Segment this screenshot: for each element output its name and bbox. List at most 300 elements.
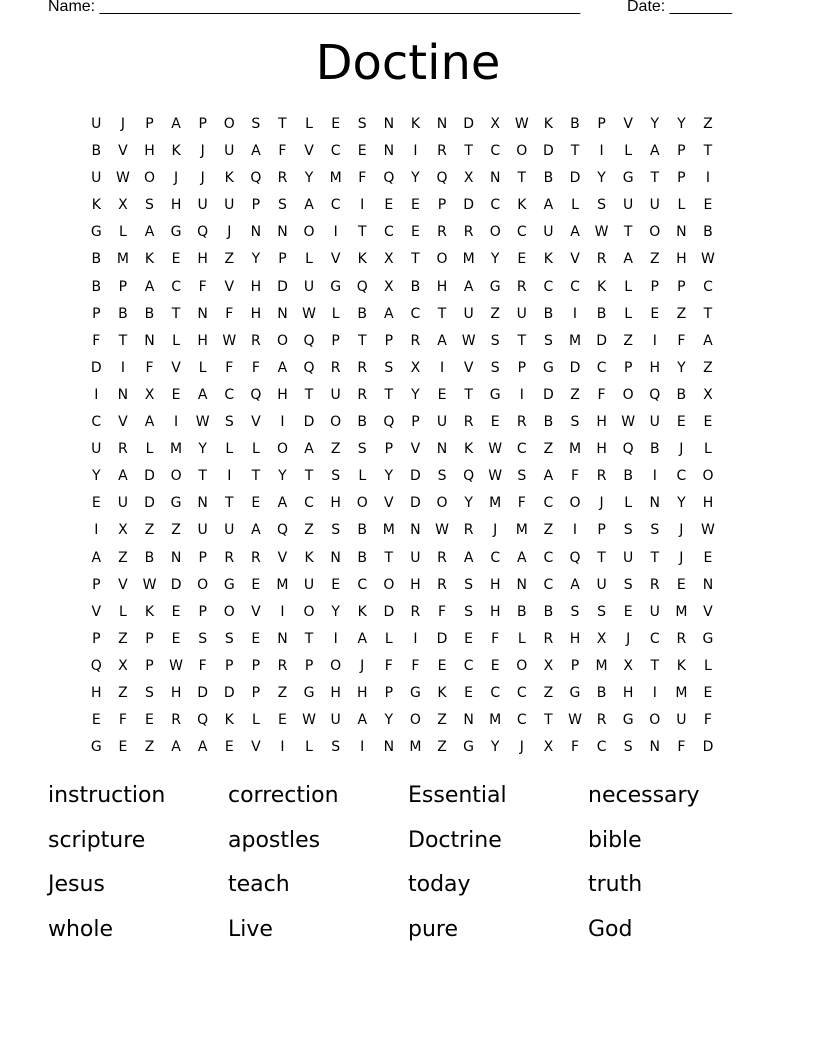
grid-letter: I [333, 630, 338, 647]
word-list-item: pure [408, 916, 459, 942]
grid-letter: K [144, 603, 155, 620]
grid-letter: T [304, 630, 314, 647]
grid-letter: U [516, 305, 527, 322]
grid-letter: N [197, 305, 208, 322]
grid-letter: B [543, 603, 554, 620]
grid-letter: L [251, 712, 260, 729]
grid-letter: Z [330, 441, 341, 458]
grid-letter: Z [144, 522, 155, 539]
grid-letter: V [118, 143, 128, 160]
grid-letter: R [463, 414, 474, 431]
grid-letter: S [331, 522, 341, 539]
grid-letter: X [118, 522, 128, 539]
grid-letter: W [222, 332, 237, 349]
grid-letter: L [305, 116, 313, 132]
grid-letter: B [91, 278, 102, 295]
grid-letter: U [224, 143, 235, 160]
grid-letter: M [595, 657, 608, 674]
grid-letter: L [305, 251, 313, 268]
grid-letter: E [357, 143, 367, 160]
grid-letter: L [118, 603, 127, 620]
word-list-item: apostles [228, 827, 321, 853]
grid-letter: W [142, 576, 157, 593]
grid-letter: B [144, 549, 155, 566]
grid-letter: B [118, 305, 128, 322]
grid-letter: F [570, 739, 580, 756]
grid-letter: J [200, 170, 205, 187]
grid-letter: N [277, 630, 288, 647]
grid-letter: G [303, 684, 315, 701]
grid-letter: D [90, 359, 102, 376]
grid-letter: E [410, 197, 420, 214]
grid-letter: Q [250, 170, 262, 187]
grid-letter: L [384, 630, 393, 647]
name-field-label: Name: ______________________________________________________ [48, 0, 581, 15]
grid-letter: I [652, 332, 657, 349]
grid-letter: O [489, 224, 501, 241]
grid-letter: D [410, 495, 421, 512]
grid-letter: Q [197, 712, 209, 729]
grid-letter: V [118, 576, 128, 593]
grid-letter: T [411, 251, 420, 268]
grid-letter: K [596, 278, 607, 295]
grid-letter: N [436, 116, 448, 132]
grid-letter: N [410, 522, 421, 539]
grid-letter: Y [278, 468, 287, 485]
grid-letter: A [171, 116, 181, 132]
grid-letter: C [649, 630, 660, 647]
grid-letter: O [649, 224, 661, 241]
word-list-row [48, 912, 768, 957]
grid-letter: Z [304, 522, 314, 539]
grid-letter: W [302, 305, 316, 322]
grid-letter: M [489, 712, 502, 729]
grid-letter: I [360, 197, 365, 214]
grid-letter: T [304, 468, 314, 485]
grid-letter: I [705, 170, 711, 187]
grid-letter: H [170, 197, 182, 214]
grid-letter: F [251, 359, 260, 376]
grid-letter: A [357, 712, 368, 729]
grid-letter: A [251, 522, 261, 539]
grid-letter: T [703, 143, 713, 160]
grid-letter: G [489, 278, 501, 295]
grid-letter: L [624, 495, 633, 512]
grid-letter: X [596, 630, 607, 647]
word-list-item: Live [228, 916, 273, 942]
grid-letter: A [543, 197, 554, 214]
grid-letter: X [118, 657, 128, 674]
grid-letter: S [331, 739, 341, 756]
grid-letter: S [623, 576, 633, 593]
grid-letter: S [384, 359, 394, 376]
grid-letter: P [92, 305, 101, 322]
grid-letter: U [649, 197, 660, 214]
grid-letter: A [304, 197, 314, 214]
grid-letter: I [280, 739, 285, 756]
grid-letter: F [677, 332, 686, 349]
grid-row [83, 653, 721, 680]
grid-letter: V [304, 143, 314, 160]
grid-letter: P [437, 197, 447, 214]
grid-letter: K [224, 712, 234, 729]
grid-letter: K [171, 143, 181, 160]
grid-letter: O [649, 712, 661, 729]
grid-letter: G [542, 359, 554, 376]
page-title: Doctine [315, 35, 501, 91]
grid-letter: K [91, 197, 101, 214]
grid-row [83, 680, 721, 707]
grid-letter: N [117, 386, 129, 403]
grid-letter: E [145, 712, 154, 729]
grid-letter: P [597, 522, 606, 539]
grid-letter: I [120, 359, 125, 376]
grid-letter: F [118, 712, 127, 729]
grid-letter: S [650, 522, 660, 539]
grid-letter: F [597, 386, 606, 403]
grid-letter: Z [623, 332, 633, 349]
grid-letter: G [330, 278, 342, 295]
grid-letter: Z [144, 739, 155, 756]
grid-letter: A [437, 332, 447, 349]
grid-letter: S [278, 197, 287, 214]
grid-letter: V [251, 739, 261, 756]
grid-letter: L [172, 332, 180, 349]
grid-letter: B [357, 522, 368, 539]
grid-letter: A [91, 549, 102, 566]
word-list-item: Essential [408, 783, 507, 808]
grid-letter: E [410, 224, 420, 241]
grid-letter: U [91, 116, 102, 132]
grid-letter: B [91, 143, 102, 160]
grid-letter: R [410, 603, 421, 620]
grid-letter: Y [490, 251, 500, 268]
grid-letter: I [413, 630, 418, 647]
grid-letter: R [250, 549, 261, 566]
word-list [48, 778, 768, 956]
grid-letter: E [251, 630, 261, 647]
grid-letter: W [115, 170, 130, 187]
grid-letter: H [170, 684, 182, 701]
grid-letter: C [543, 549, 554, 566]
grid-letter: I [174, 414, 179, 431]
grid-row [83, 111, 721, 138]
grid-letter: G [622, 712, 634, 729]
grid-letter: P [677, 170, 686, 187]
grid-letter: O [409, 712, 421, 729]
grid-letter: M [568, 332, 582, 349]
grid-letter: A [463, 278, 474, 295]
grid-letter: Y [677, 495, 686, 512]
grid-letter: N [516, 576, 528, 593]
word-list-item: today [408, 872, 471, 897]
grid-letter: I [652, 684, 657, 701]
grid-letter: U [463, 305, 474, 322]
grid-letter: O [383, 576, 395, 593]
grid-letter: R [277, 170, 288, 187]
grid-letter: D [463, 116, 474, 132]
grid-letter: A [649, 143, 660, 160]
grid-letter: O [197, 576, 209, 593]
grid-letter: Q [463, 468, 475, 485]
grid-letter: E [171, 603, 181, 620]
grid-letter: Z [543, 684, 554, 701]
grid-letter: L [251, 441, 260, 458]
grid-letter: D [383, 603, 395, 620]
grid-letter: E [703, 684, 713, 701]
grid-letter: C [516, 712, 527, 729]
grid-letter: T [597, 549, 606, 566]
grid-letter: A [517, 549, 527, 566]
grid-letter: O [143, 170, 155, 187]
grid-letter: A [384, 305, 394, 322]
grid-letter: C [330, 143, 341, 160]
grid-letter: G [622, 170, 634, 187]
grid-letter: H [676, 251, 687, 268]
grid-letter: H [197, 251, 208, 268]
grid-letter: C [224, 386, 235, 403]
grid-letter: U [596, 576, 607, 593]
grid-letter: F [437, 603, 447, 620]
grid-letter: D [543, 143, 554, 160]
grid-letter: T [278, 116, 287, 132]
grid-letter: A [570, 224, 580, 241]
grid-letter: I [413, 143, 418, 160]
word-list-item: truth [588, 872, 643, 897]
grid-letter: W [461, 332, 476, 349]
grid-letter: D [702, 739, 714, 756]
grid-letter: Y [198, 441, 207, 458]
grid-letter: N [489, 170, 501, 187]
grid-letter: E [278, 712, 287, 729]
grid-letter: R [596, 468, 607, 485]
grid-letter: Q [622, 441, 634, 458]
grid-letter: P [384, 441, 394, 458]
grid-letter: Y [597, 170, 606, 187]
grid-letter: L [145, 441, 154, 458]
grid-letter: A [357, 630, 368, 647]
grid-letter: C [490, 549, 501, 566]
grid-letter: R [224, 549, 235, 566]
grid-letter: R [330, 359, 341, 376]
grid-letter: K [543, 251, 553, 268]
grid-letter: R [596, 251, 607, 268]
grid-letter: H [356, 684, 368, 701]
grid-letter: I [572, 305, 578, 322]
grid-letter: D [463, 197, 474, 214]
grid-letter: Q [276, 522, 288, 539]
grid-letter: Z [703, 359, 713, 376]
grid-letter: T [224, 495, 234, 512]
grid-letter: Z [437, 739, 447, 756]
grid-letter: E [437, 386, 447, 403]
grid-letter: K [464, 441, 474, 458]
grid-letter: V [463, 359, 474, 376]
grid-letter: M [462, 251, 475, 268]
grid-letter: W [568, 712, 582, 729]
grid-letter: Y [92, 468, 101, 485]
grid-letter: S [331, 468, 341, 485]
grid-letter: A [118, 468, 128, 485]
grid-row [83, 328, 721, 355]
grid-letter: F [278, 143, 287, 160]
grid-letter: E [171, 630, 181, 647]
grid-letter: B [516, 603, 527, 620]
grid-letter: G [409, 684, 421, 701]
grid-letter: F [92, 332, 101, 349]
grid-letter: Z [277, 684, 288, 701]
grid-letter: N [197, 495, 208, 512]
grid-letter: D [436, 630, 448, 647]
grid-letter: O [622, 386, 634, 403]
grid-letter: E [703, 197, 713, 214]
date-field-label: Date: _______ [627, 0, 732, 15]
grid-letter: Q [250, 386, 262, 403]
grid-letter: A [463, 549, 474, 566]
grid-letter: Y [677, 116, 686, 132]
grid-letter: O [330, 414, 342, 431]
grid-letter: T [650, 657, 660, 674]
grid-letter: S [490, 359, 500, 376]
grid-letter: P [411, 414, 420, 431]
grid-letter: J [599, 495, 604, 512]
grid-letter: F [384, 657, 393, 674]
grid-letter: Q [303, 332, 315, 349]
grid-letter: J [200, 143, 205, 160]
grid-letter: B [703, 224, 713, 241]
grid-letter: O [303, 224, 315, 241]
grid-letter: T [304, 386, 314, 403]
grid-letter: Y [411, 170, 420, 187]
grid-letter: E [676, 576, 686, 593]
grid-letter: U [303, 576, 315, 593]
grid-row [83, 463, 721, 490]
grid-letter: T [517, 170, 527, 187]
grid-letter: N [649, 495, 660, 512]
grid-letter: O [223, 116, 235, 132]
grid-letter: Q [436, 170, 448, 187]
grid-letter: N [330, 549, 341, 566]
grid-row [83, 246, 721, 273]
grid-letter: S [464, 576, 474, 593]
grid-letter: V [410, 441, 421, 458]
grid-letter: E [171, 386, 181, 403]
grid-letter: V [118, 414, 128, 431]
grid-letter: U [410, 549, 421, 566]
grid-letter: F [145, 359, 154, 376]
grid-letter: P [251, 657, 261, 674]
grid-letter: N [649, 739, 660, 756]
grid-letter: A [703, 332, 713, 349]
grid-letter: T [251, 468, 261, 485]
grid-row [83, 572, 721, 599]
grid-letter: S [357, 116, 367, 132]
grid-letter: H [649, 359, 661, 376]
grid-letter: Z [118, 684, 128, 701]
grid-letter: S [570, 603, 580, 620]
grid-letter: Z [224, 251, 235, 268]
grid-letter: K [357, 251, 367, 268]
grid-letter: Z [649, 251, 660, 268]
grid-letter: D [277, 278, 288, 295]
grid-letter: S [224, 414, 234, 431]
grid-letter: L [517, 630, 526, 647]
grid-letter: B [91, 251, 102, 268]
grid-row [83, 355, 721, 382]
grid-letter: U [330, 712, 341, 729]
grid-row [83, 490, 721, 517]
grid-letter: E [384, 197, 394, 214]
grid-letter: O [276, 441, 288, 458]
grid-letter: C [543, 495, 554, 512]
grid-letter: R [250, 332, 261, 349]
grid-letter: L [624, 278, 633, 295]
grid-letter: E [676, 414, 686, 431]
grid-letter: R [596, 712, 607, 729]
grid-letter: U [303, 278, 315, 295]
grid-letter: E [464, 684, 474, 701]
grid-letter: A [570, 576, 580, 593]
grid-letter: S [597, 197, 607, 214]
grid-letter: C [490, 143, 501, 160]
grid-letter: S [517, 468, 527, 485]
grid-letter: K [304, 549, 314, 566]
grid-letter: T [464, 143, 473, 160]
grid-letter: A [277, 359, 288, 376]
grid-letter: P [677, 278, 686, 295]
grid-letter: C [330, 197, 341, 214]
grid-letter: C [490, 684, 501, 701]
grid-letter: C [516, 684, 527, 701]
grid-letter: M [568, 441, 582, 458]
grid-letter: E [331, 576, 341, 593]
grid-letter: W [169, 657, 183, 674]
grid-letter: I [280, 414, 285, 431]
grid-letter: V [384, 495, 394, 512]
grid-letter: W [594, 224, 609, 241]
grid-letter: M [116, 251, 129, 268]
grid-letter: U [91, 441, 102, 458]
grid-letter: U [623, 197, 634, 214]
grid-letter: K [517, 197, 527, 214]
grid-letter: G [90, 739, 102, 756]
grid-letter: R [463, 224, 474, 241]
grid-letter: B [357, 414, 368, 431]
grid-letter: N [277, 224, 288, 241]
grid-letter: O [436, 495, 448, 512]
grid-letter: P [198, 549, 207, 566]
grid-letter: E [91, 712, 101, 729]
grid-letter: T [570, 143, 580, 160]
grid-letter: O [516, 657, 528, 674]
grid-letter: D [569, 359, 581, 376]
grid-letter: P [384, 684, 394, 701]
grid-letter: Q [197, 224, 209, 241]
grid-letter: H [250, 278, 262, 295]
grid-letter: L [331, 305, 340, 322]
grid-letter: P [331, 332, 340, 349]
grid-letter: H [436, 278, 448, 295]
word-list-item: scripture [48, 827, 146, 853]
grid-letter: R [516, 414, 527, 431]
grid-letter: Z [703, 116, 713, 132]
grid-letter: M [329, 170, 342, 187]
grid-letter: U [330, 386, 341, 403]
grid-letter: T [464, 386, 473, 403]
grid-letter: L [677, 197, 686, 214]
grid-letter: J [360, 657, 365, 674]
grid-letter: T [357, 224, 367, 241]
